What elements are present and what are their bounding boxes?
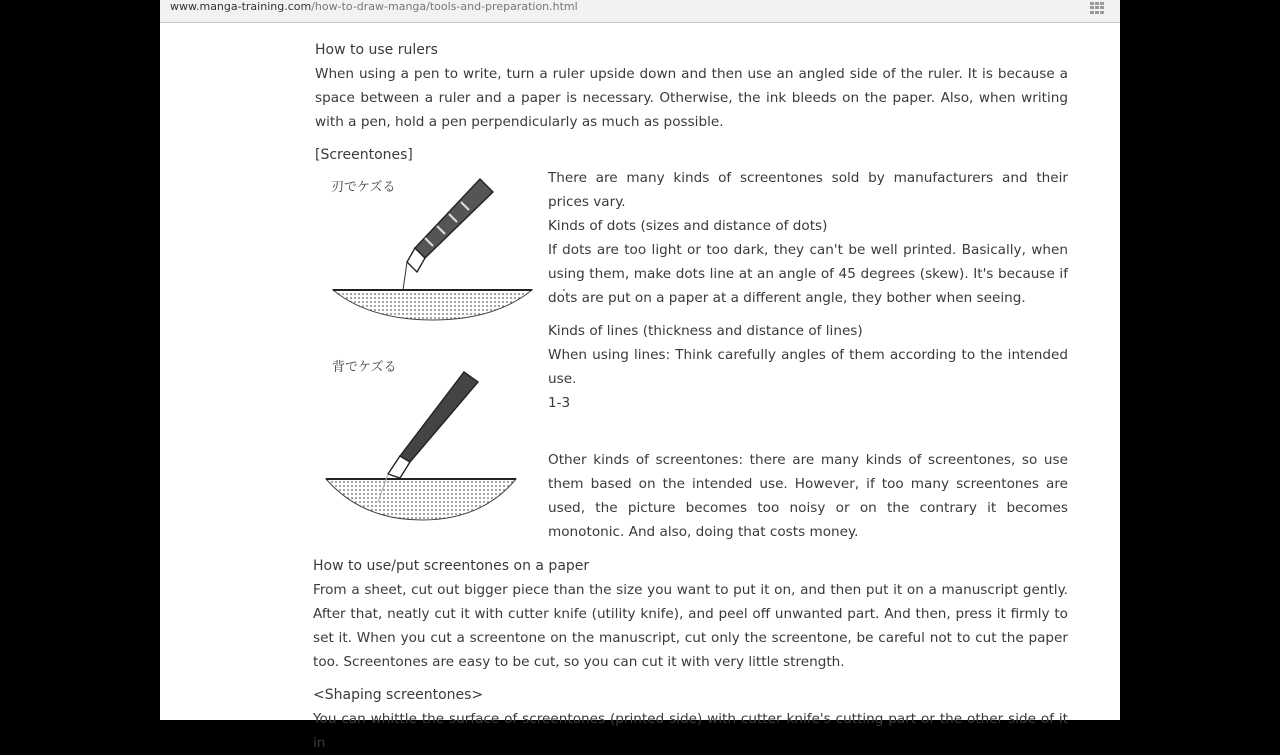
screentones-intro: There are many kinds of screentones sold by manufacturers and their prices vary. bbox=[548, 170, 1068, 210]
screentones-intro-block bbox=[548, 166, 1068, 310]
dots-heading: Kinds of dots (sizes and distance of dots) bbox=[548, 218, 828, 234]
lines-block bbox=[548, 319, 1068, 415]
back-caption: 背でケズる bbox=[332, 360, 397, 375]
rulers-body: When using a pen to write, turn a ruler upside down and then use an angled side of the ruler. It is because a space between a ruler and a paper is necessary. Otherwise, the ink bleeds on the paper. Also, when writing with a pen, hold a pen perpendicularly as much as possible. bbox=[315, 66, 1068, 130]
dots-body: If dots are too light or too dark, they can't be well printed. Basically, when using them, make dots line at an angle of 45 degrees (skew). It's because if dots are put on a paper at a different angle, they bother when seeing. bbox=[548, 242, 1068, 306]
how-to-put-heading: How to use/put screentones on a paper bbox=[313, 558, 590, 574]
address-bar[interactable] bbox=[160, 0, 1120, 23]
browser-viewport bbox=[160, 0, 1120, 751]
shaping-heading: <Shaping screentones> bbox=[313, 687, 484, 703]
blade-caption: 刃でケズる bbox=[331, 180, 396, 195]
apps-grid-icon[interactable] bbox=[1090, 2, 1104, 14]
other-screentones-block bbox=[548, 448, 1068, 544]
url-text[interactable] bbox=[170, 0, 578, 14]
lines-ref: 1-3 bbox=[548, 395, 571, 411]
url-domain: www.manga-training.com bbox=[170, 0, 312, 13]
how-to-put-body: From a sheet, cut out bigger piece than the size you want to put it on, and then put it on a manuscript gently. After that, neatly cut it with cutter knife (utility knife), and peel off unwanted part. And then, press it firmly to set it. When you cut a screentone on the manuscript, cut only the screentone, be careful not to cut the paper too. Screentones are easy to be cut, so you can cut it with very little strength. bbox=[313, 582, 1068, 670]
blade-cutting-illustration bbox=[325, 172, 540, 322]
url-path: /how-to-draw-manga/tools-and-preparation.html bbox=[311, 0, 578, 13]
rulers-section bbox=[315, 38, 1068, 134]
other-screentones: Other kinds of screentones: there are many kinds of screentones, so use them based on the intended use. However, if too many screentones are used, the picture becomes too noisy or on the contrary it becomes monotonic. And also, doing that costs money. bbox=[548, 452, 1068, 540]
how-to-put-section bbox=[313, 554, 1068, 674]
shaping-body: You can whittle the surface of screentones (printed side) with cutter knife's cutting part or the other side of it in bbox=[313, 711, 1068, 751]
back-cutting-illustration bbox=[322, 352, 532, 527]
lines-heading: Kinds of lines (thickness and distance of lines) bbox=[548, 323, 863, 339]
rulers-heading: How to use rulers bbox=[315, 42, 438, 58]
cutter-knife-icon bbox=[403, 179, 493, 290]
shaping-section bbox=[313, 683, 1068, 755]
screentones-heading: [Screentones] bbox=[315, 147, 413, 163]
lines-body: When using lines: Think carefully angles of them according to the intended use. bbox=[548, 347, 1068, 387]
